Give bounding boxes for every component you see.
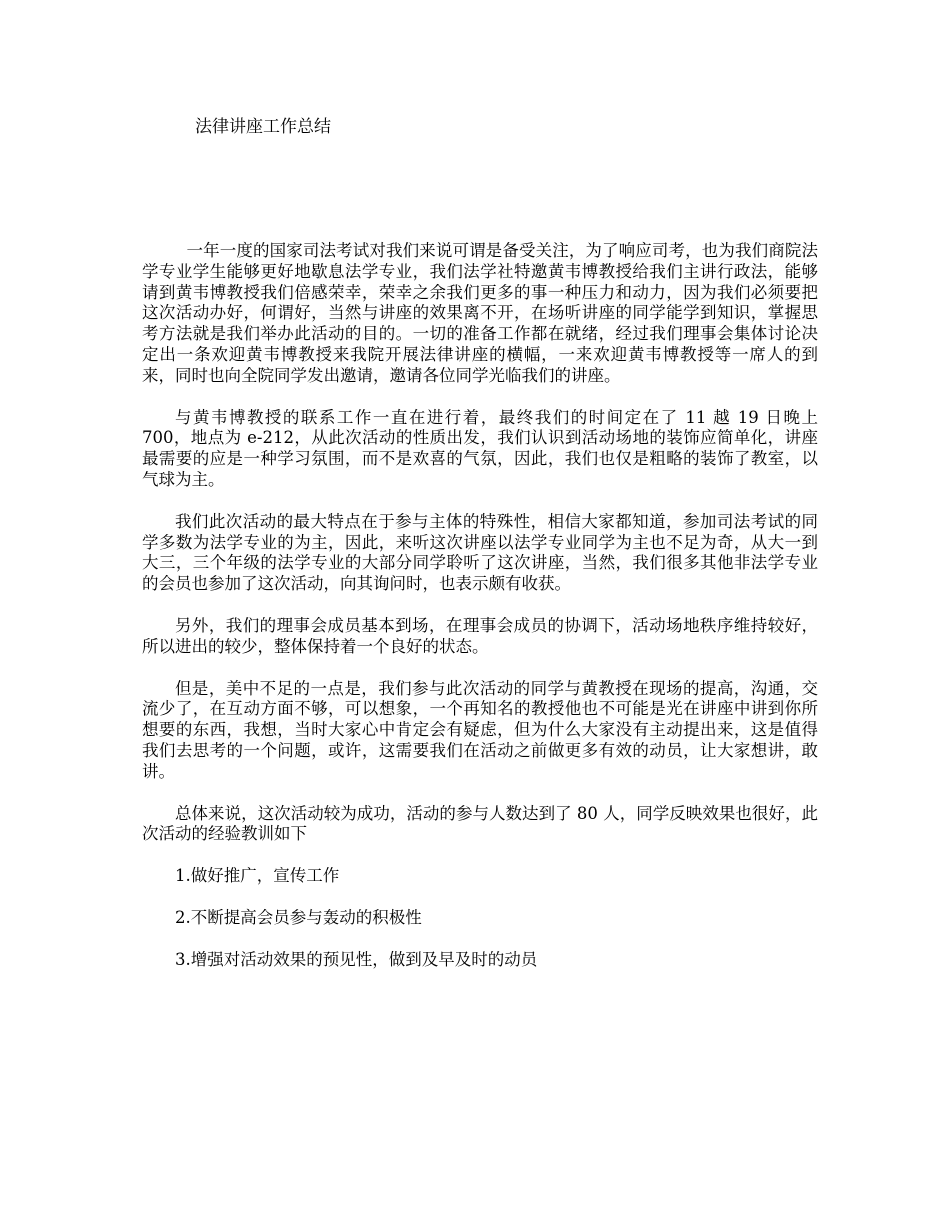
paragraph-participants: 我们此次活动的最大特点在于参与主体的特殊性，相信大家都知道，参加司法考试的同学多数为法学专业的为主，因此，来听这次讲座以法学专业同学为主也不足为奇，从大一到大三，三个年级的法学专业的大部分同学聆听了这次讲座，当然，我们很多其他非法学专业的会员也参加了这次活动，向其询问时，也表示颇有收获。 xyxy=(142,511,818,594)
list-item: 3.增强对活动效果的预见性，做到及早及时的动员 xyxy=(175,949,538,969)
list-item: 2.不断提高会员参与轰动的积极性 xyxy=(175,907,422,927)
document-title: 法律讲座工作总结 xyxy=(195,117,331,137)
paragraph-arrangements: 与黄韦博教授的联系工作一直在进行着，最终我们的时间定在了 11 越 19 日晚上 700，地点为 e-212，从此次活动的性质出发，我们认识到活动场地的装饰应简单化，讲座最需要的应是一种学习氛围，而不是欢喜的气氛，因此，我们也仅是粗略的装饰了教室，以气球为主。 xyxy=(142,407,818,489)
paragraph-intro: 一年一度的国家司法考试对我们来说可谓是备受关注，为了响应司考，也为我们商院法学专业学生能够更好地歇息法学专业，我们法学社特邀黄韦博教授给我们主讲行政法，能够请到黄韦博教授我们倍感荣幸，荣幸之余我们更多的事一种压力和动力，因为我们必须要把这次活动办好，何谓好，当然与讲座的效果离不开，在场听讲座的同学能学到知识，掌握思考方法就是我们举办此活动的目的。一切的准备工作都在就绪，经过我们理事会集体讨论决定出一条欢迎黄韦博教授来我院开展法律讲座的横幅，一来欢迎黄韦博教授等一席人的到来，同时也向全院同学发出邀请，邀请各位同学光临我们的讲座。 xyxy=(142,241,818,385)
list-item: 1.做好推广，宣传工作 xyxy=(175,866,340,886)
lessons-list xyxy=(142,866,818,970)
paragraph-order: 另外，我们的理事会成员基本到场，在理事会成员的协调下，活动场地秩序维持较好，所以进出的较少，整体保持着一个良好的状态。 xyxy=(142,615,818,656)
document-body xyxy=(142,241,818,992)
paragraph-summary: 总体来说，这次活动较为成功，活动的参与人数达到了 80 人，同学反映效果也很好，此次活动的经验教训如下 xyxy=(142,803,818,844)
paragraph-shortcomings: 但是，美中不足的一点是，我们参与此次活动的同学与黄教授在现场的提高，沟通，交流少了，在互动方面不够，可以想象，一个再知名的教授他也不可能是光在讲座中讲到你所想要的东西，我想，当时大家心中肯定会有疑虑，但为什么大家没有主动提出来，这是值得我们去思考的一个问题，或许，这需要我们在活动之前做更多有效的动员，让大家想讲，敢讲。 xyxy=(142,678,818,781)
